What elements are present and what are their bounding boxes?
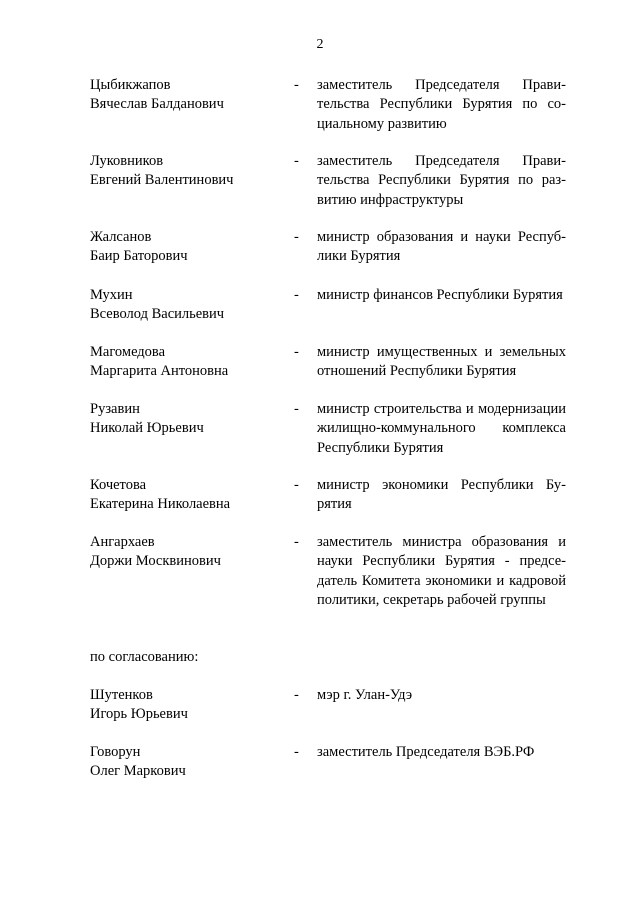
page-number: 2 — [316, 37, 324, 52]
member-name — [90, 400, 290, 439]
member-name — [90, 152, 290, 191]
member-name — [90, 533, 290, 572]
member-surname: Жалсанов — [90, 229, 152, 245]
dash-separator: - — [294, 744, 299, 760]
member-given-name: Евгений Валентинович — [90, 172, 234, 189]
member-role: заместитель Председателя ВЭБ.РФ — [317, 744, 535, 760]
member-role: министр финансов Республики Бурятия — [317, 287, 563, 303]
member-given-name: Баир Баторович — [90, 248, 188, 265]
member-name — [90, 743, 290, 782]
member-surname: Шутенков — [90, 687, 153, 703]
member-name — [90, 286, 290, 325]
dash-separator: - — [294, 477, 299, 493]
member-name — [90, 76, 290, 115]
agreement-section-label: по согласованию: — [90, 649, 199, 665]
dash-separator: - — [294, 344, 299, 360]
dash-separator: - — [294, 401, 299, 417]
member-name — [90, 686, 290, 725]
member-name — [90, 343, 290, 382]
dash-separator: - — [294, 687, 299, 703]
dash-separator: - — [294, 153, 299, 169]
dash-separator: - — [294, 229, 299, 245]
member-surname: Цыбикжапов — [90, 77, 171, 93]
member-given-name: Екатерина Николаевна — [90, 496, 231, 513]
member-surname: Магомедова — [90, 344, 166, 360]
member-surname: Луковников — [90, 153, 164, 169]
member-given-name: Игорь Юрьевич — [90, 706, 188, 723]
member-given-name: Вячеслав Балданович — [90, 96, 224, 113]
member-surname: Ангархаев — [90, 534, 155, 550]
member-role: заместитель Председателя Правительства Республики Бурятия по развитию инфраструктуры — [317, 153, 566, 208]
member-given-name: Всеволод Васильевич — [90, 306, 225, 323]
member-role: министр экономики Республики Бурятия — [317, 477, 566, 513]
member-surname: Рузавин — [90, 401, 140, 417]
member-given-name: Маргарита Антоновна — [90, 363, 229, 380]
member-surname: Кочетова — [90, 477, 147, 493]
member-given-name: Олег Маркович — [90, 763, 186, 780]
member-given-name: Доржи Москвинович — [90, 553, 221, 570]
member-role: мэр г. Улан-Удэ — [317, 687, 413, 703]
member-role: заместитель министра образования и науки Республики Бурятия - председатель Комитета экономики и кадровой политики, секретарь рабочей группы — [317, 534, 566, 608]
dash-separator: - — [294, 287, 299, 303]
member-role: министр образования и науки Республики Бурятия — [317, 229, 566, 265]
dash-separator: - — [294, 77, 299, 93]
member-surname: Говорун — [90, 744, 141, 760]
member-name — [90, 476, 290, 515]
member-name — [90, 228, 290, 267]
member-given-name: Николай Юрьевич — [90, 420, 204, 437]
member-role: министр строительства и модернизации жилищно-коммунального комплекса Республики Бурятия — [317, 401, 566, 456]
member-role: заместитель Председателя Правительства Республики Бурятия по социальному развитию — [317, 77, 566, 132]
dash-separator: - — [294, 534, 299, 550]
member-surname: Мухин — [90, 287, 133, 303]
member-role: министр имущественных и земельных отношений Республики Бурятия — [317, 344, 566, 380]
